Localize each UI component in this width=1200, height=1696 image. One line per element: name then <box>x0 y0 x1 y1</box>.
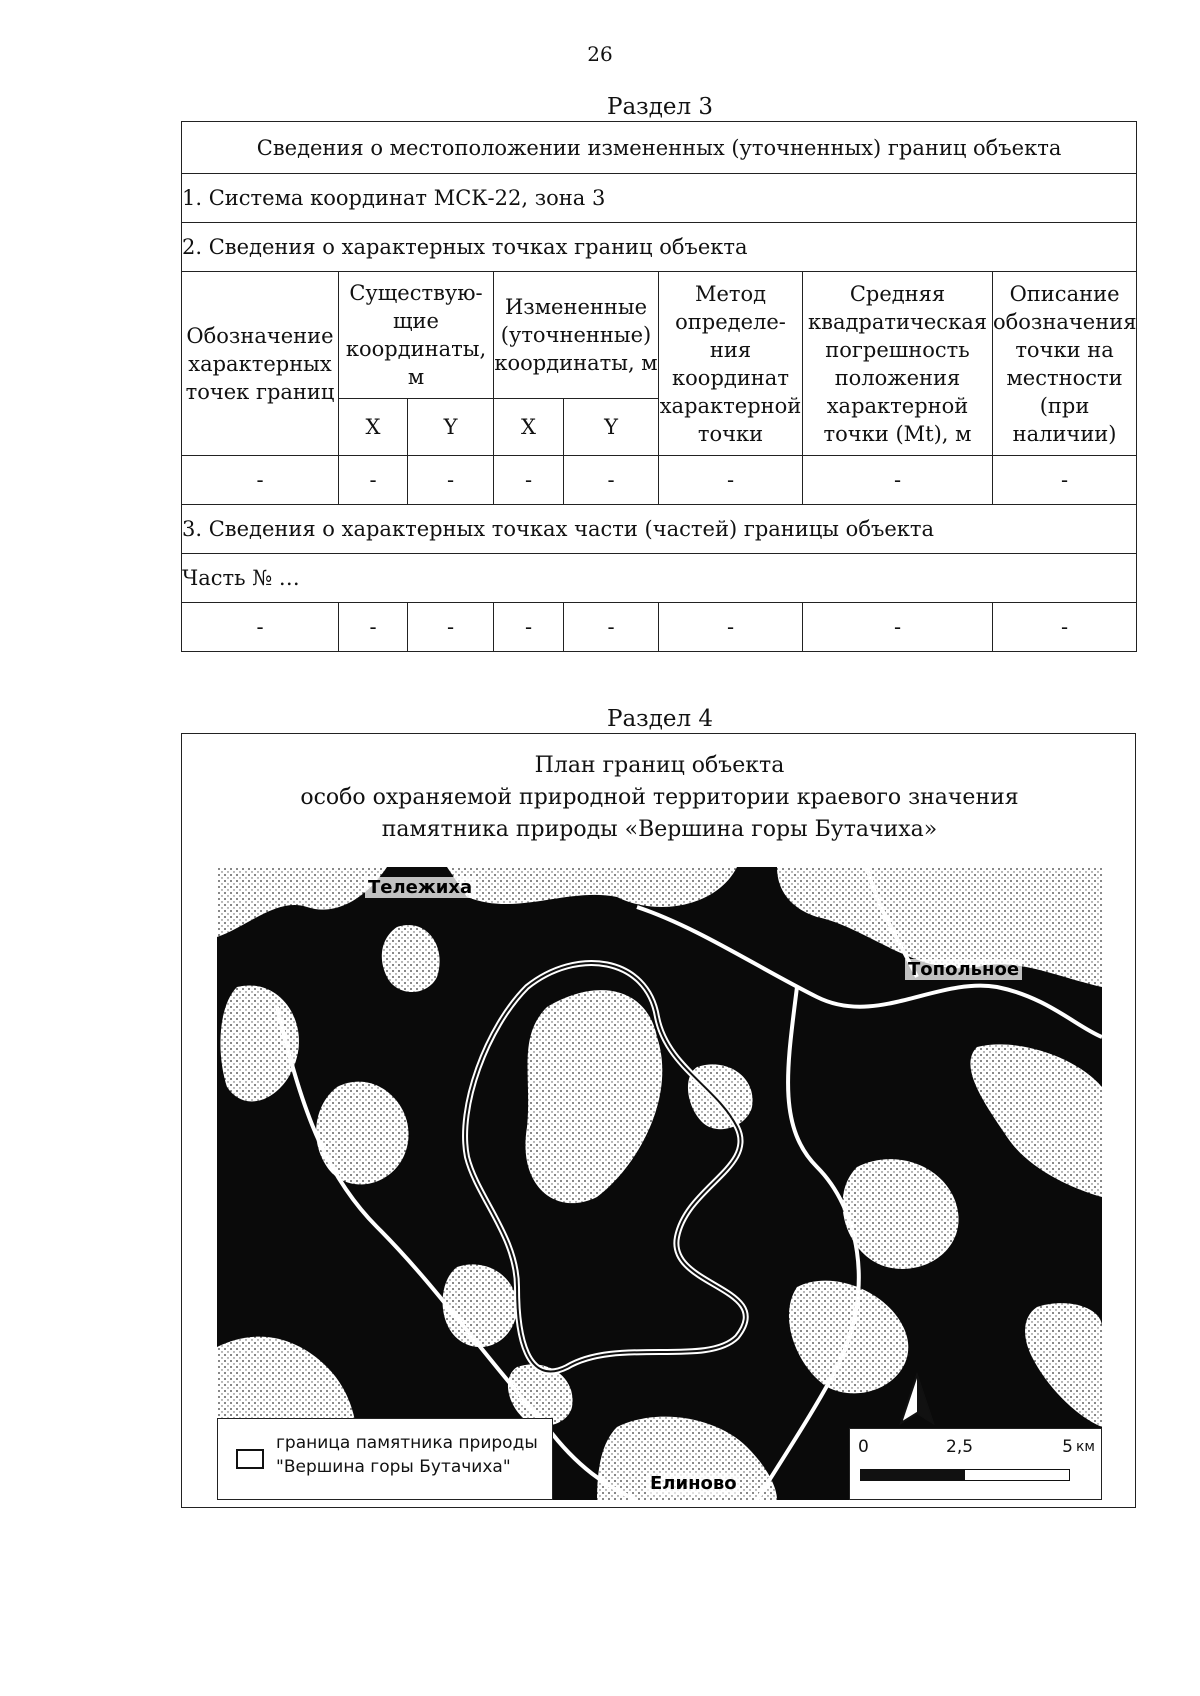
cell: - <box>803 603 993 652</box>
plan-title <box>182 750 1137 846</box>
cell: - <box>659 603 803 652</box>
header-error: Средняя квадратическая погрешность положения характерной точки (Mt), м <box>803 272 993 456</box>
section4-heading: Раздел 4 <box>606 706 714 732</box>
cell: - <box>408 456 494 505</box>
cell: - <box>659 456 803 505</box>
legend-line2: "Вершина горы Бутачиха" <box>276 1457 511 1477</box>
header-existing-coords: Существую- щие координаты, м <box>339 272 494 399</box>
parts-info-row: 3. Сведения о характерных точках части (частей) границы объекта <box>182 505 1137 554</box>
cell: - <box>182 603 339 652</box>
scale-unit: км <box>1075 1439 1095 1455</box>
part-number-row: Часть № … <box>182 554 1137 603</box>
cell: - <box>564 603 659 652</box>
legend-line1: граница памятника природы <box>276 1433 538 1453</box>
header-existing-y: Y <box>408 399 494 456</box>
boundary-points-table <box>181 121 1137 652</box>
table-row <box>182 456 1137 505</box>
table-row <box>182 603 1137 652</box>
cell: - <box>494 456 564 505</box>
cell: - <box>564 456 659 505</box>
scale-bar-graphic <box>860 1469 1070 1481</box>
boundary-map <box>217 867 1102 1500</box>
points-info-row: 2. Сведения о характерных точках границ объекта <box>182 223 1137 272</box>
scale-label-mid: 2,5 <box>946 1437 974 1457</box>
scale-bar <box>849 1428 1102 1500</box>
plan-title-line1: План границ объекта <box>534 753 785 778</box>
plan-title-line3: памятника природы «Вершина горы Бутачиха» <box>381 817 938 842</box>
cell: - <box>993 456 1137 505</box>
scale-label-start: 0 <box>858 1437 869 1457</box>
header-changed-y: Y <box>564 399 659 456</box>
place-label: Топольное <box>905 959 1022 980</box>
table-title: Сведения о местоположении измененных (уточненных) границ объекта <box>182 122 1137 174</box>
cell: - <box>339 603 408 652</box>
cell: - <box>803 456 993 505</box>
place-label: Елиново <box>647 1473 740 1494</box>
plan-title-line2: особо охраняемой природной территории краевого значения <box>300 785 1019 810</box>
boundary-legend-swatch <box>236 1449 264 1469</box>
cell: - <box>339 456 408 505</box>
place-label: Тележиха <box>365 877 475 898</box>
header-existing-x: X <box>339 399 408 456</box>
cell: - <box>993 603 1137 652</box>
header-changed-coords: Измененные (уточненные) координаты, м <box>494 272 659 399</box>
coordinate-system-row: 1. Система координат МСК-22, зона 3 <box>182 174 1137 223</box>
cell: - <box>182 456 339 505</box>
map-legend <box>217 1418 553 1500</box>
header-designation: Обозначение характерных точек границ <box>182 272 339 456</box>
cell: - <box>494 603 564 652</box>
section3-heading: Раздел 3 <box>606 94 714 120</box>
cell: - <box>408 603 494 652</box>
boundary-plan-frame <box>181 733 1136 1508</box>
page-number: 26 <box>587 42 613 66</box>
header-method: Метод определе- ния координат характерной точки <box>659 272 803 456</box>
header-changed-x: X <box>494 399 564 456</box>
header-description: Описание обозначения точки на местности (при наличии) <box>993 272 1137 456</box>
scale-label-end: 5 <box>1062 1437 1073 1457</box>
